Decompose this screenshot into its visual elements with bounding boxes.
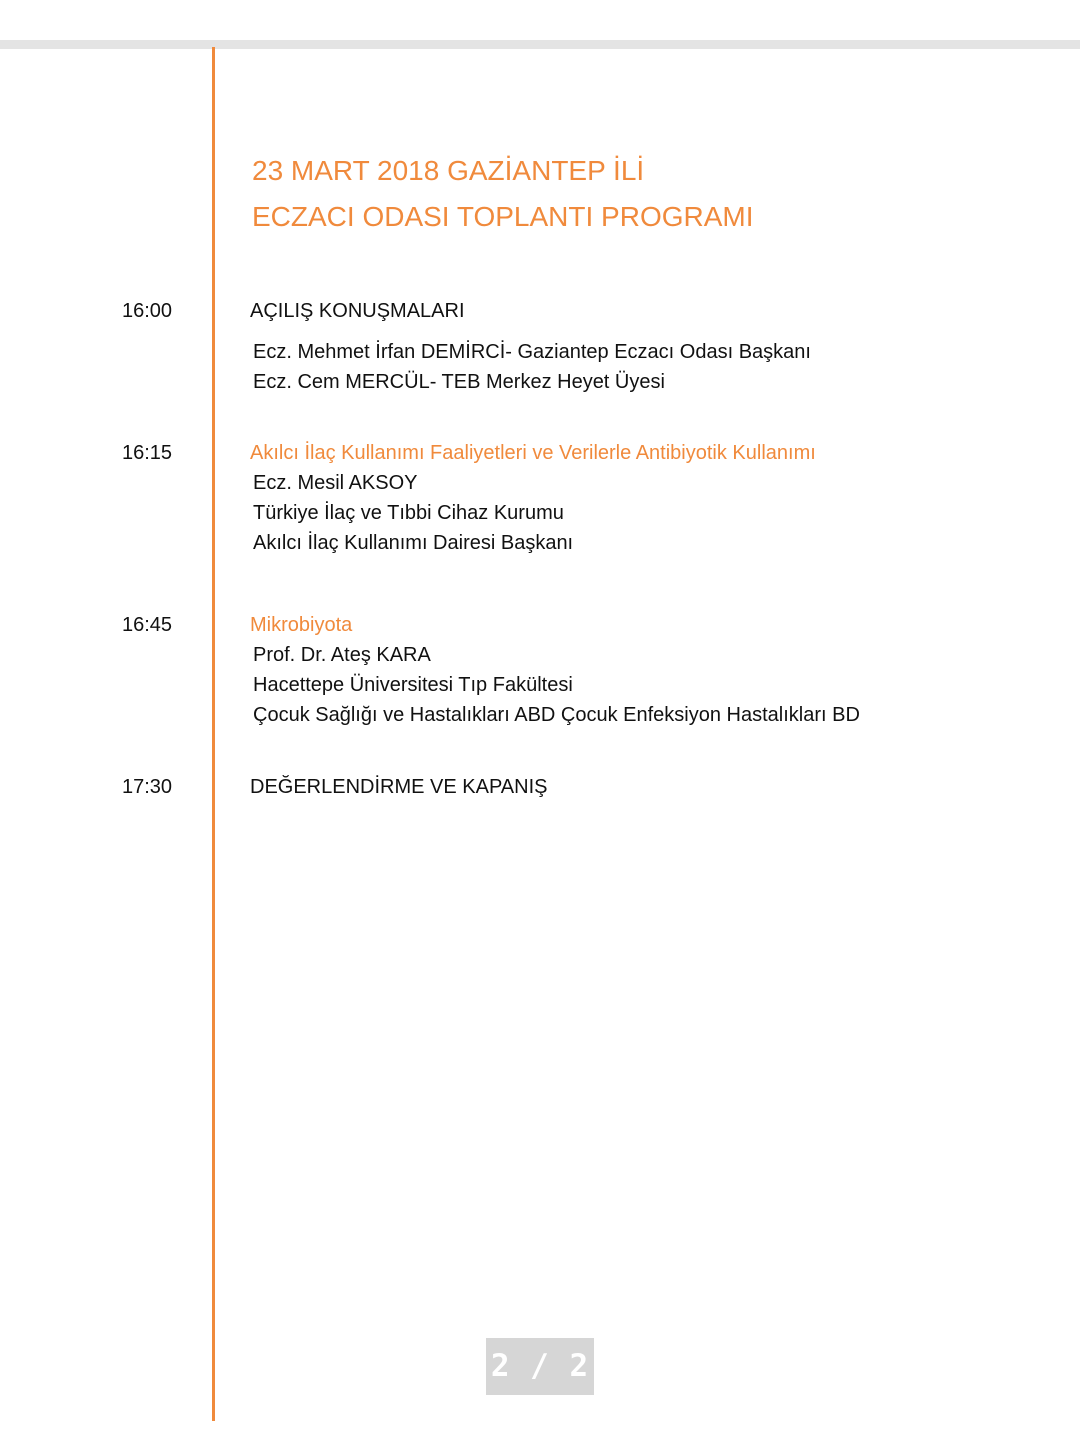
speaker-line: Ecz. Mesil AKSOY — [253, 472, 418, 494]
time-label-1600: 16:00 — [122, 300, 173, 322]
timeline-rule — [212, 47, 215, 1421]
speaker-line: Hacettepe Üniversitesi Tıp Fakültesi — [253, 674, 573, 696]
speaker-line: Çocuk Sağlığı ve Hastalıkları ABD Çocuk Enfeksiyon Hastalıkları BD — [253, 704, 860, 726]
top-band — [0, 40, 1080, 49]
speaker-line: Prof. Dr. Ateş KARA — [253, 644, 431, 666]
session-heading-rational-drug-use: Akılcı İlaç Kullanımı Faaliyetleri ve Verilerle Antibiyotik Kullanımı — [250, 442, 816, 464]
speaker-line: Akılcı İlaç Kullanımı Dairesi Başkanı — [253, 532, 574, 554]
session-heading-microbiota: Mikrobiyota — [250, 614, 353, 636]
speaker-line: Ecz. Mehmet İrfan DEMİRCİ- Gaziantep Eczacı Odası Başkanı — [253, 341, 811, 363]
title-line-2: ECZACI ODASI TOPLANTI PROGRAMI — [252, 201, 754, 232]
speaker-line: Türkiye İlaç ve Tıbbi Cihaz Kurumu — [253, 502, 564, 524]
time-label-1645: 16:45 — [122, 614, 173, 636]
session-heading-opening: AÇILIŞ KONUŞMALARI — [250, 300, 465, 322]
session-heading-closing: DEĞERLENDİRME VE KAPANIŞ — [250, 776, 548, 798]
time-label-1615: 16:15 — [122, 442, 173, 464]
page-indicator: 2 / 2 — [486, 1338, 594, 1395]
speaker-line: Ecz. Cem MERCÜL- TEB Merkez Heyet Üyesi — [253, 371, 665, 393]
time-label-1730: 17:30 — [122, 776, 173, 798]
title-line-1: 23 MART 2018 GAZİANTEP İLİ — [252, 155, 645, 186]
